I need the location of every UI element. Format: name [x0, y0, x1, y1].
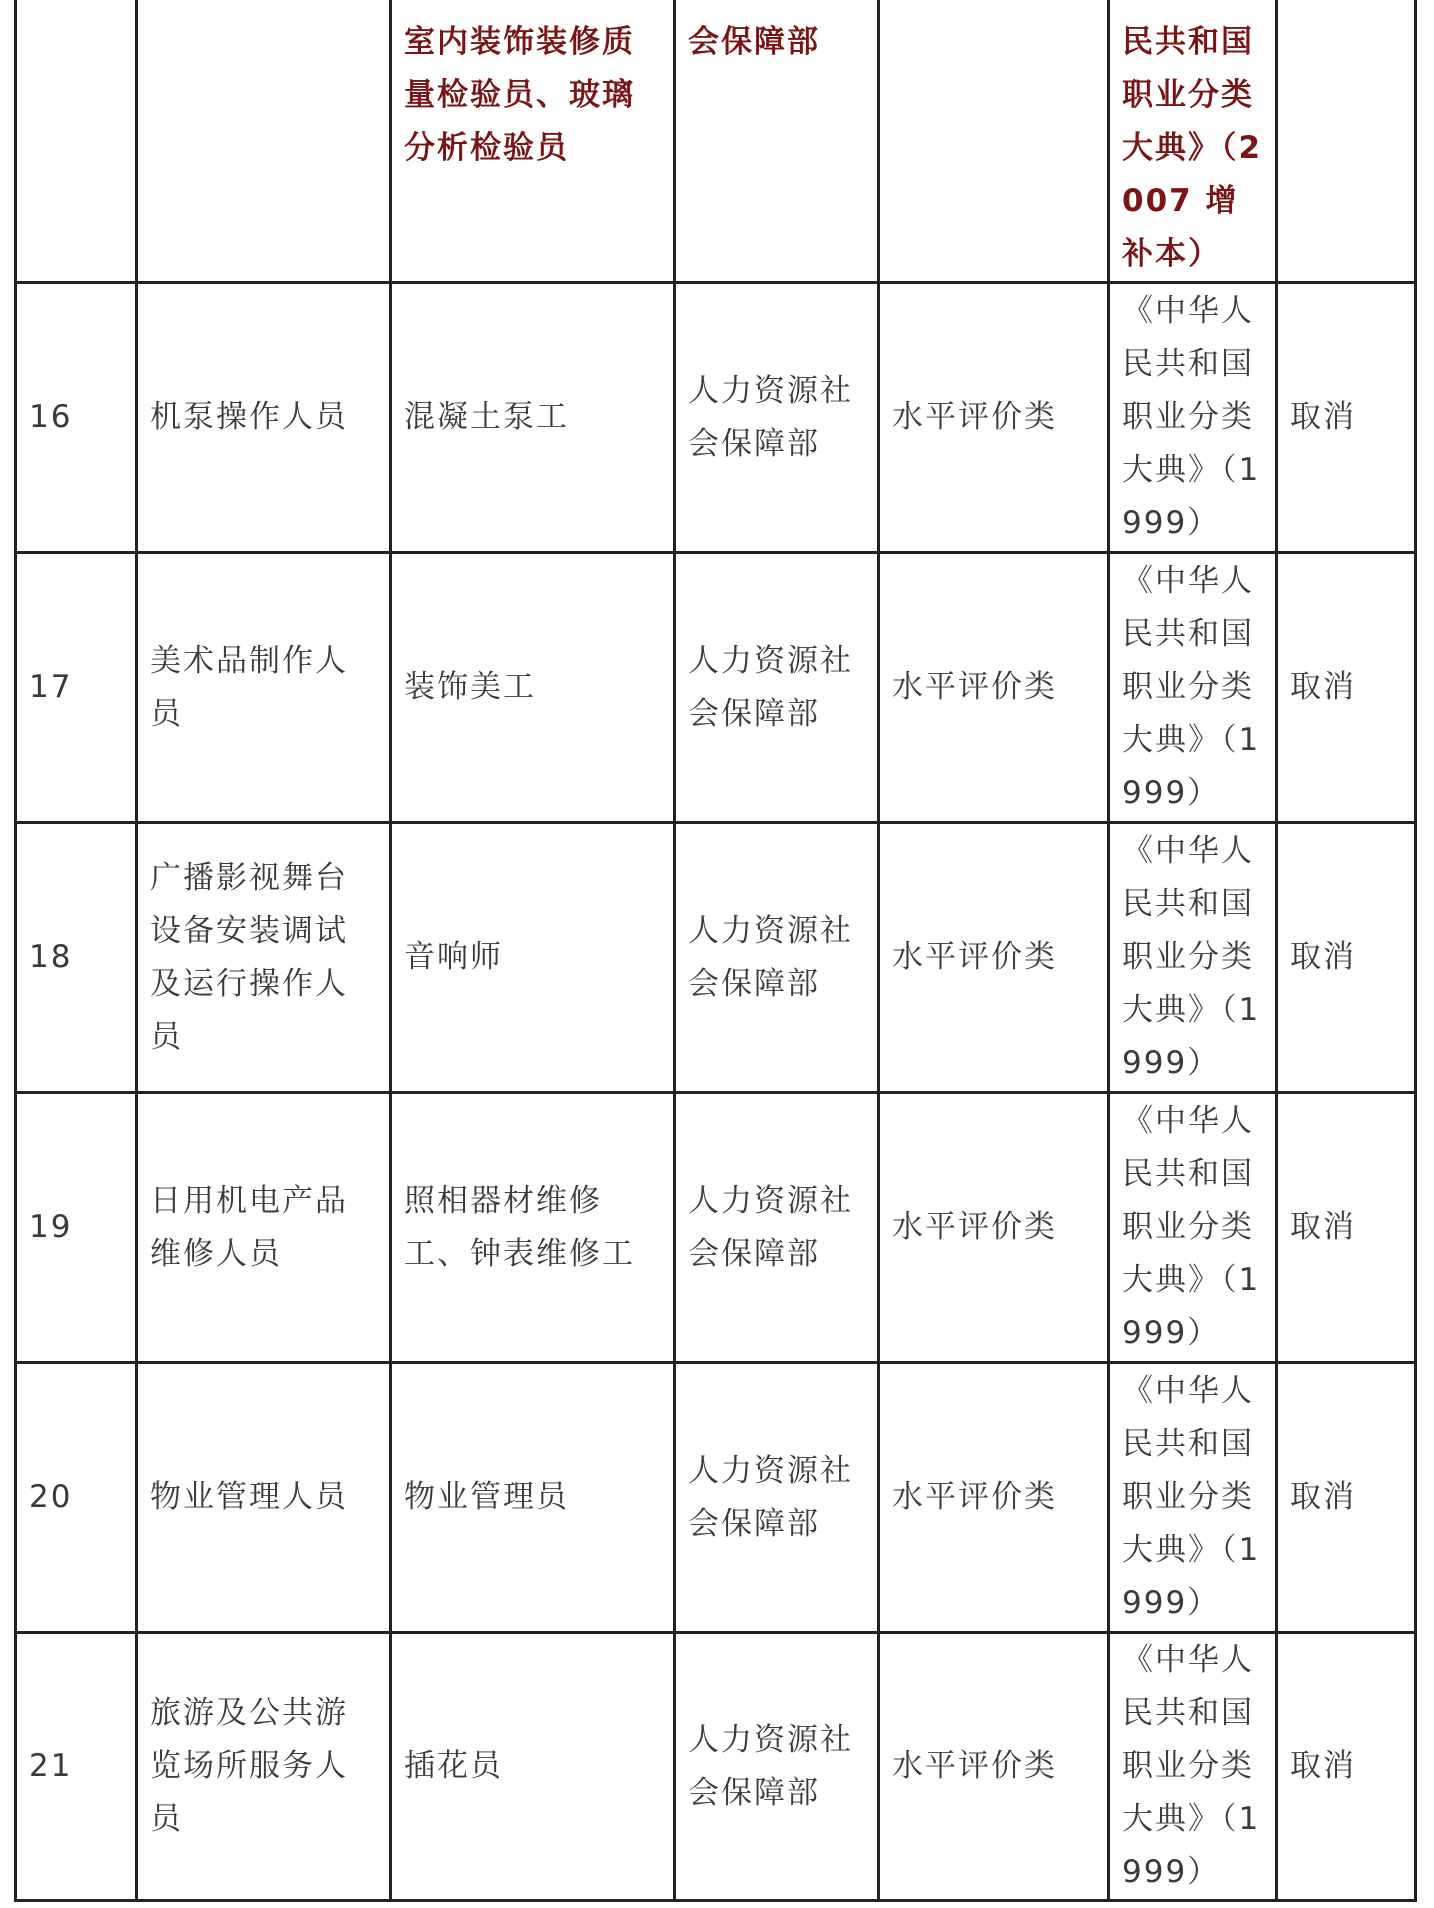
cell-department — [675, 0, 879, 283]
source-text: 《中华人民共和国职业分类大典》（1999） — [1122, 1103, 1261, 1351]
source-text: 《中华人民共和国职业分类大典》（1999） — [1122, 1642, 1261, 1890]
cell-job — [391, 283, 675, 553]
cell-status — [1277, 1093, 1416, 1363]
type-text: 水平评价类 — [892, 939, 1057, 975]
category-text: 日用机电产品维修人员 — [150, 1182, 348, 1272]
cell-job — [391, 0, 675, 283]
cell-category — [137, 0, 391, 283]
cell-type — [879, 0, 1109, 283]
cell-type — [879, 823, 1109, 1093]
cell-type — [879, 1633, 1109, 1901]
cell-type — [879, 1363, 1109, 1633]
cell-source — [1109, 553, 1277, 823]
type-text: 水平评价类 — [892, 1209, 1057, 1245]
cell-status — [1277, 823, 1416, 1093]
cell-job — [391, 1633, 675, 1901]
department-text: 人力资源社会保障部 — [688, 912, 853, 1002]
status-text: 取消 — [1290, 1748, 1356, 1784]
cell-no — [16, 0, 137, 283]
cell-category — [137, 283, 391, 553]
cell-no — [16, 283, 137, 553]
cell-status — [1277, 0, 1416, 283]
table-row — [16, 1093, 1416, 1363]
cell-department — [675, 1633, 879, 1901]
no-text: 21 — [29, 1748, 73, 1784]
cell-source — [1109, 283, 1277, 553]
department-text: 人力资源社会保障部 — [688, 1721, 853, 1811]
cell-department — [675, 1093, 879, 1363]
type-text: 水平评价类 — [892, 1479, 1057, 1515]
cell-status — [1277, 283, 1416, 553]
no-text: 16 — [29, 399, 73, 435]
cell-source — [1109, 823, 1277, 1093]
status-text: 取消 — [1290, 399, 1356, 435]
cell-job — [391, 1363, 675, 1633]
cell-job — [391, 553, 675, 823]
no-text: 17 — [29, 669, 73, 705]
department-text: 会保障部 — [688, 24, 820, 60]
table-row-continued — [16, 0, 1416, 283]
category-text: 美术品制作人员 — [150, 642, 348, 732]
table-row — [16, 823, 1416, 1093]
status-text: 取消 — [1290, 669, 1356, 705]
source-text: 《中华人民共和国职业分类大典》（1999） — [1122, 833, 1261, 1081]
cell-source — [1109, 1363, 1277, 1633]
cell-status — [1277, 1363, 1416, 1633]
cell-job — [391, 823, 675, 1093]
source-text: 《中华人民共和国职业分类大典》（1999） — [1122, 1373, 1261, 1621]
no-text: 18 — [29, 939, 73, 975]
qualification-table — [14, 0, 1417, 1902]
cell-no — [16, 1363, 137, 1633]
cell-department — [675, 553, 879, 823]
source-text: 《中华人民共和国职业分类大典》（1999） — [1122, 563, 1261, 811]
department-text: 人力资源社会保障部 — [688, 1452, 853, 1542]
status-text: 取消 — [1290, 939, 1356, 975]
cell-category — [137, 823, 391, 1093]
source-text: 《中华人民共和国职业分类大典》（1999） — [1122, 293, 1261, 541]
job-text: 音响师 — [404, 939, 503, 975]
type-text: 水平评价类 — [892, 1748, 1057, 1784]
cell-no — [16, 553, 137, 823]
cell-type — [879, 553, 1109, 823]
cell-category — [137, 1633, 391, 1901]
cell-category — [137, 553, 391, 823]
cell-category — [137, 1093, 391, 1363]
cell-no — [16, 1633, 137, 1901]
source-text: 民共和国职业分类大典》（2007 增补本） — [1122, 24, 1263, 272]
no-text: 20 — [29, 1479, 73, 1515]
cell-source — [1109, 1093, 1277, 1363]
cell-status — [1277, 553, 1416, 823]
category-text: 机泵操作人员 — [150, 399, 348, 435]
cell-source — [1109, 1633, 1277, 1901]
category-text: 旅游及公共游览场所服务人员 — [150, 1695, 348, 1837]
job-text: 室内装饰装修质量检验员、玻璃分析检验员 — [404, 24, 635, 166]
department-text: 人力资源社会保障部 — [688, 1182, 853, 1272]
cell-department — [675, 1363, 879, 1633]
job-text: 物业管理员 — [404, 1479, 569, 1515]
cell-department — [675, 823, 879, 1093]
cell-status — [1277, 1633, 1416, 1901]
job-text: 装饰美工 — [404, 669, 536, 705]
cell-job — [391, 1093, 675, 1363]
category-text: 广播影视舞台设备安装调试及运行操作人员 — [150, 859, 348, 1055]
cell-no — [16, 823, 137, 1093]
table-row — [16, 1633, 1416, 1901]
department-text: 人力资源社会保障部 — [688, 372, 853, 462]
cell-department — [675, 283, 879, 553]
cell-source — [1109, 0, 1277, 283]
job-text: 混凝土泵工 — [404, 399, 569, 435]
table-row — [16, 553, 1416, 823]
job-text: 照相器材维修工、钟表维修工 — [404, 1182, 635, 1272]
table-row — [16, 283, 1416, 553]
type-text: 水平评价类 — [892, 669, 1057, 705]
category-text: 物业管理人员 — [150, 1479, 348, 1515]
status-text: 取消 — [1290, 1479, 1356, 1515]
job-text: 插花员 — [404, 1748, 503, 1784]
table-row — [16, 1363, 1416, 1633]
type-text: 水平评价类 — [892, 399, 1057, 435]
status-text: 取消 — [1290, 1209, 1356, 1245]
cell-category — [137, 1363, 391, 1633]
cell-no — [16, 1093, 137, 1363]
department-text: 人力资源社会保障部 — [688, 642, 853, 732]
cell-type — [879, 283, 1109, 553]
no-text: 19 — [29, 1209, 73, 1245]
cell-type — [879, 1093, 1109, 1363]
